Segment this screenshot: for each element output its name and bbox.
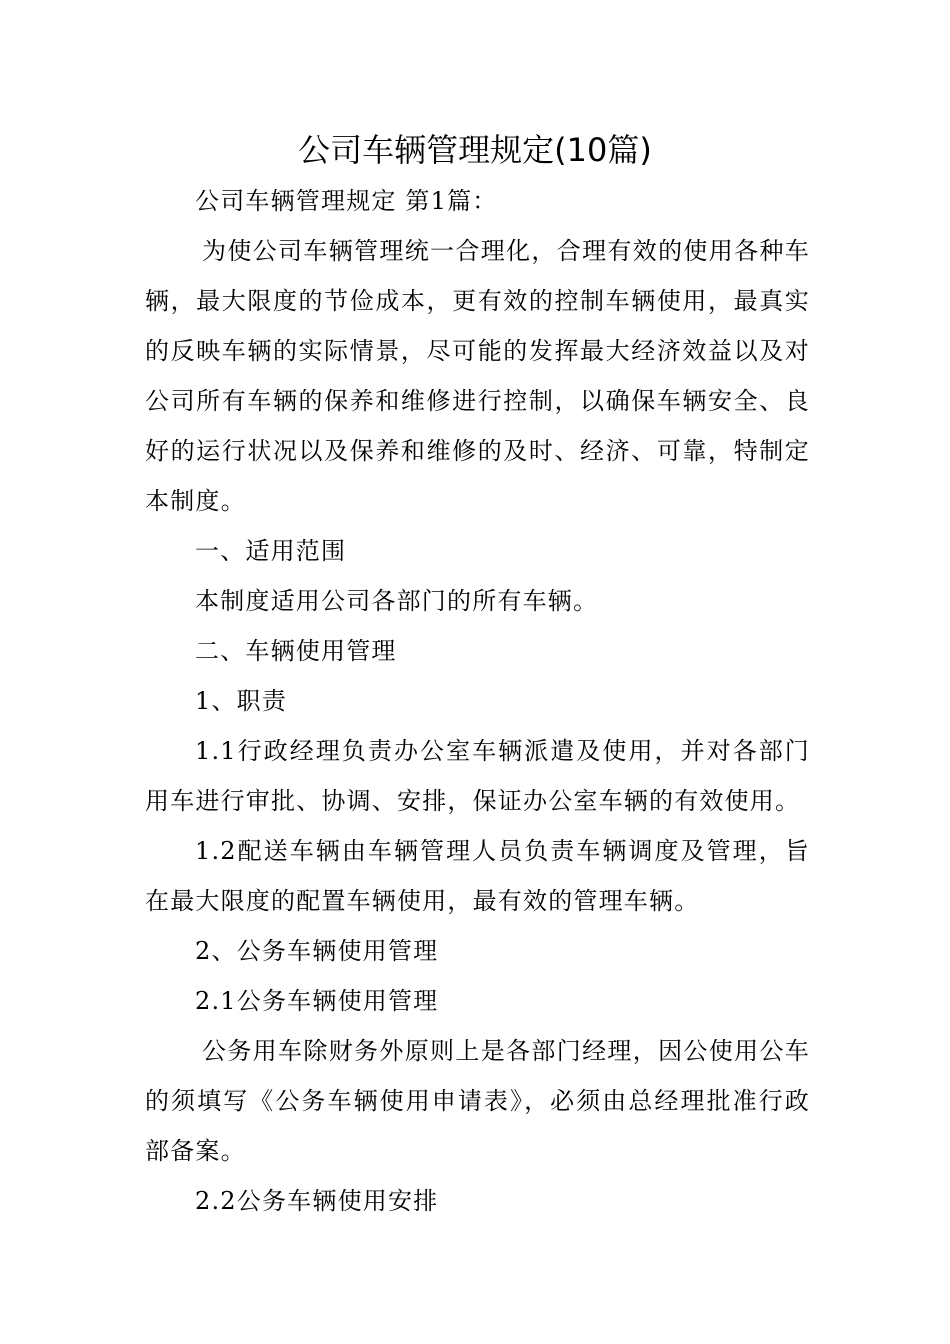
clause-1-2: 1.2配送车辆由车辆管理人员负责车辆调度及管理，旨在最大限度的配置车辆使用，最有效的管理车辆。 <box>145 837 810 915</box>
heading-official-vehicle-use: 2、公务车辆使用管理 <box>195 937 439 965</box>
heading-vehicle-use-management: 二、车辆使用管理 <box>195 637 397 665</box>
section-heading-part-1: 公司车辆管理规定 第1篇： <box>195 187 498 215</box>
heading-scope: 一、适用范围 <box>195 537 347 565</box>
scope-paragraph: 本制度适用公司各部门的所有车辆。 <box>195 587 599 615</box>
heading-duties: 1、职责 <box>195 687 288 715</box>
intro-paragraph: 为使公司车辆管理统一合理化，合理有效的使用各种车辆，最大限度的节俭成本，更有效的控制车辆使用，最真实的反映车辆的实际情景，尽可能的发挥最大经济效益以及对公司所有车辆的保养和维修进行控制，以确保车辆安全、良好的运行状况以及保养和维修的及时、经济、可靠，特制定本制度。 <box>145 237 810 515</box>
document-title: 公司车辆管理规定(10篇) <box>298 131 652 169</box>
clause-2-1: 2.1公务车辆使用管理 <box>195 987 439 1015</box>
clause-1-1: 1.1行政经理负责办公室车辆派遣及使用，并对各部门用车进行审批、协调、安排，保证办公室车辆的有效使用。 <box>145 737 810 815</box>
official-vehicle-paragraph: 公务用车除财务外原则上是各部门经理，因公使用公车的须填写《公务车辆使用申请表》，必须由总经理批准行政部备案。 <box>145 1037 810 1165</box>
clause-2-2: 2.2公务车辆使用安排 <box>195 1187 439 1215</box>
document-body <box>145 176 810 1226</box>
